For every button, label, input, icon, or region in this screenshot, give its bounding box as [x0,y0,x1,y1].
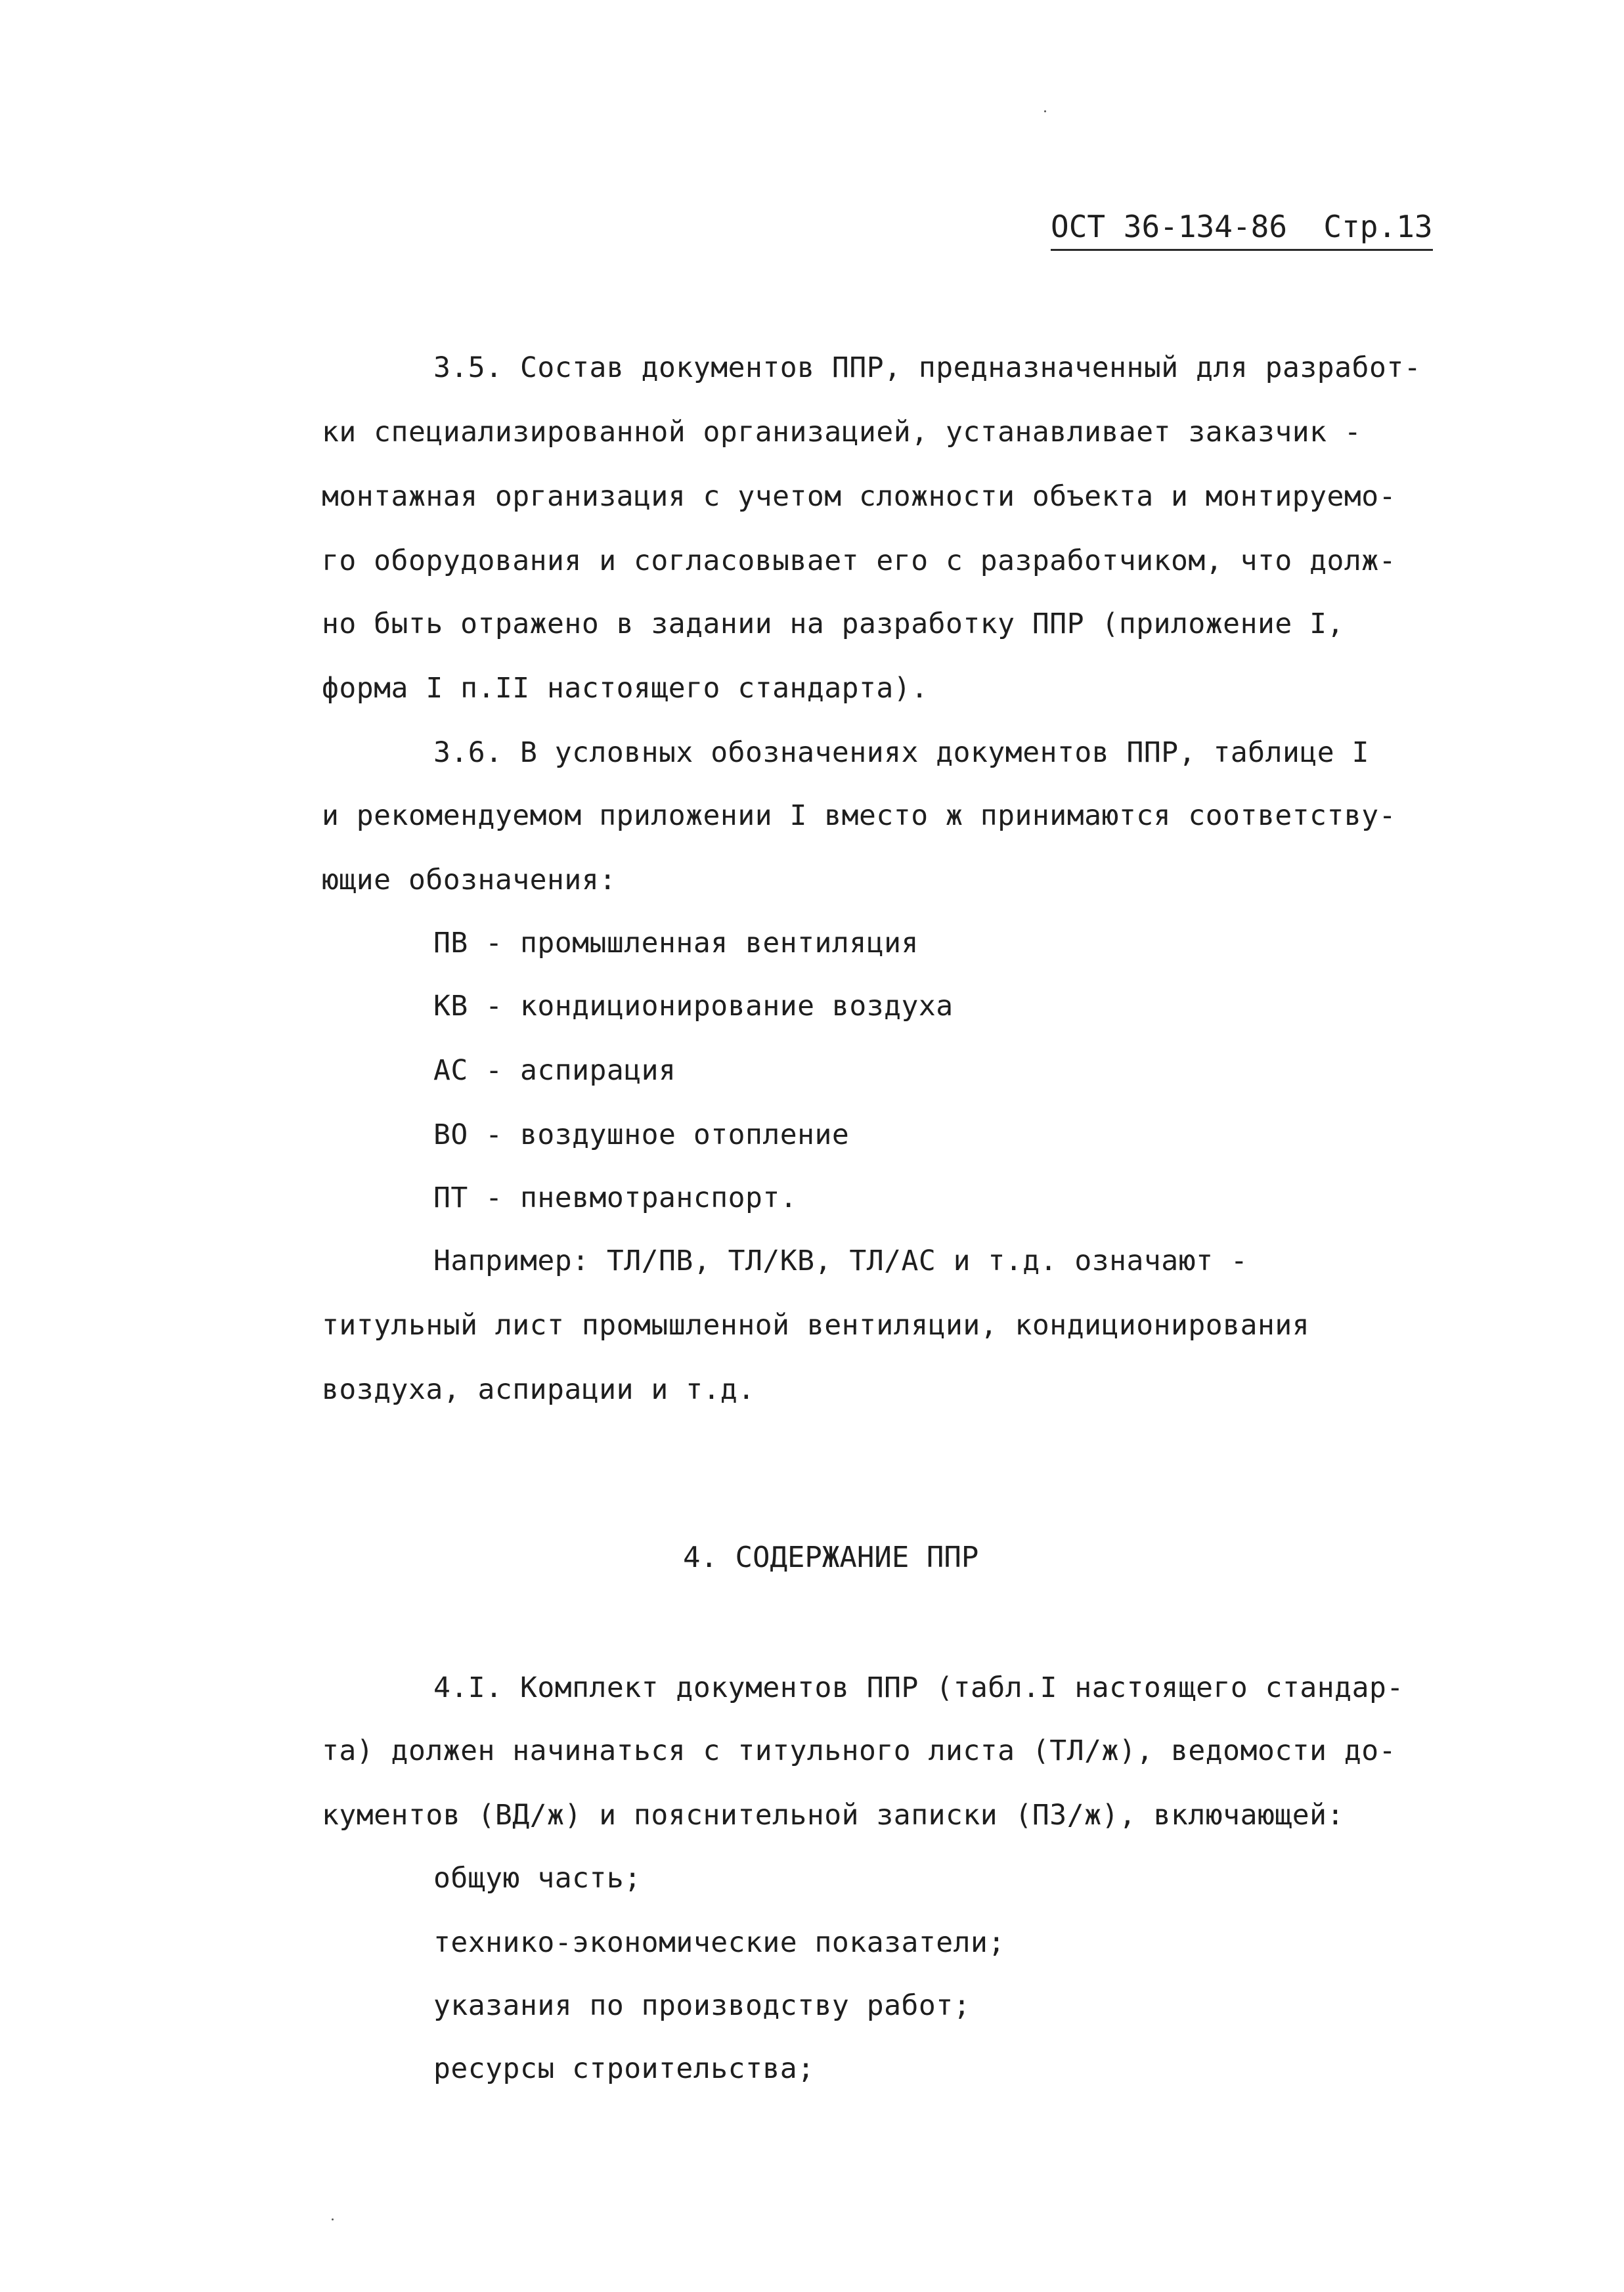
clause-3-6-line-2: и рекомендуемом приложении I вместо ж принимаются соответству- [322,799,1397,832]
clause-3-6-line-1: 3.6. В условных обозначениях документов ППР, таблице I [433,736,1369,769]
designation-as: АС - аспирация [433,1054,676,1087]
example-line-1: Например: ТЛ/ПВ, ТЛ/КВ, ТЛ/АС и т.д. означают - [433,1245,1248,1277]
scan-speck [1044,110,1046,112]
clause-3-6-line-3: ющие обозначения: [322,864,617,896]
clause-3-5-line-1: 3.5. Состав документов ППР, предназначенный для разработ- [433,351,1422,384]
scan-speck [332,2218,334,2220]
clause-4-1-line-2: та) должен начинаться с титульного листа (ТЛ/ж), ведомости до- [322,1734,1397,1767]
clause-4-1-line-3: кументов (ВД/ж) и пояснительной записки (ПЗ/ж), включающей: [322,1799,1344,1832]
clause-4-1-line-1: 4.I. Комплект документов ППР (табл.I настоящего стандар- [433,1671,1404,1704]
list-item-technical-economic: технико-экономические показатели; [433,1926,1005,1959]
clause-3-5-line-2: ки специализированной организацией, устанавливает заказчик - [322,416,1362,449]
designation-pv: ПВ - промышленная вентиляция [433,927,919,959]
page-header [1051,207,1433,251]
clause-3-5-line-6: форма I п.II настоящего стандарта). [322,672,929,705]
clause-3-5-line-4: го оборудования и согласовывает его с разработчиком, что долж- [322,544,1397,577]
page-number: Стр.13 [1323,209,1433,244]
example-line-3: воздуха, аспирации и т.д. [322,1373,755,1406]
list-item-work-instructions: указания по производству работ; [433,1989,971,2022]
list-item-general-part: общую часть; [433,1862,642,1895]
designation-pt: ПТ - пневмотранспорт. [433,1181,798,1214]
doc-code: ОСТ 36-134-86 [1051,209,1288,244]
clause-3-5-line-3: монтажная организация с учетом сложности объекта и монтируемо- [322,480,1397,513]
clause-3-5-line-5: но быть отражено в задании на разработку ППР (приложение I, [322,607,1344,640]
list-item-resources: ресурсы строительства; [433,2052,815,2085]
designation-kv: КВ - кондиционирование воздуха [433,990,954,1023]
section-4-title: 4. СОДЕРЖАНИЕ ППР [683,1541,979,1574]
designation-vo: ВО - воздушное отопление [433,1118,850,1151]
example-line-2: титульный лист промышленной вентиляции, кондиционирования [322,1309,1310,1342]
